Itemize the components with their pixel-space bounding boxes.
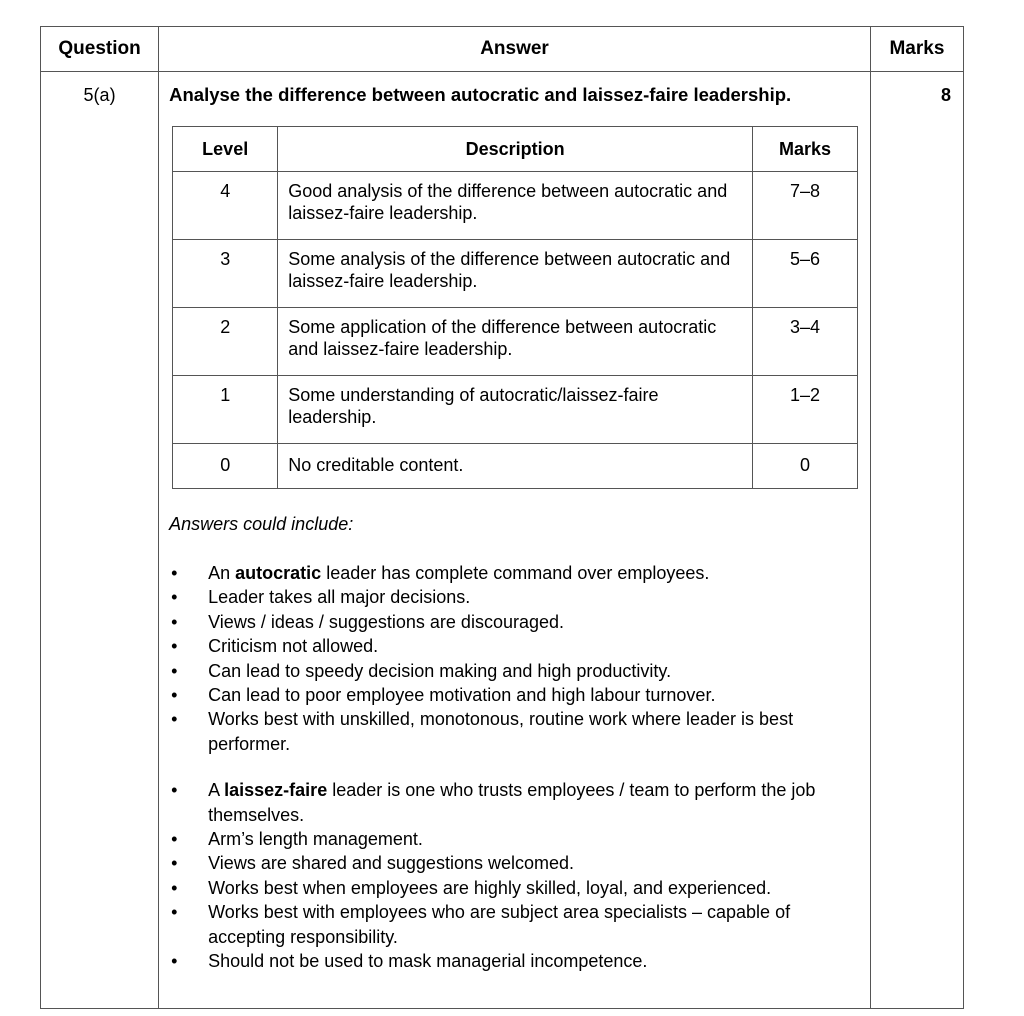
level-row — [173, 444, 858, 489]
bullet-text-pre: A — [208, 780, 225, 801]
question-row — [41, 72, 964, 1009]
level-marks-column-header: Marks — [752, 127, 857, 172]
question-title: Analyse the difference between autocratic and laissez-faire leadership. — [169, 84, 792, 105]
list-item: • Criticism not allowed. — [169, 634, 858, 658]
laissez-faire-bullet-list — [169, 778, 858, 973]
bullet-text-pre: An — [208, 563, 236, 583]
list-item: • Arm’s length management. — [169, 827, 858, 851]
mark-scheme-header-row — [41, 27, 964, 72]
list-item: • Should not be used to mask managerial incompetence. — [169, 949, 858, 973]
levels-header-row — [173, 127, 858, 172]
mark-scheme-table — [40, 26, 964, 1009]
level-value: 0 — [173, 444, 278, 489]
level-marks: 1–2 — [752, 376, 857, 444]
bullet-text-post: leader has complete command over employees. — [321, 563, 710, 583]
level-marks: 7–8 — [752, 172, 857, 240]
levels-table — [172, 126, 858, 489]
answer-cell — [159, 72, 871, 1009]
description-column-header: Description — [278, 127, 753, 172]
level-description: Some analysis of the difference between autocratic and laissez-faire leadership. — [278, 240, 753, 308]
answers-heading: Answers could include: — [169, 514, 354, 534]
level-description: No creditable content. — [278, 444, 753, 489]
list-item: • Works best with employees who are subject area specialists – capable of accepting responsibility. — [169, 900, 858, 949]
list-item: • Views are shared and suggestions welcomed. — [169, 851, 858, 875]
level-description: Some application of the difference between autocratic and laissez-faire leadership. — [278, 308, 753, 376]
level-description: Good analysis of the difference between autocratic and laissez-faire leadership. — [278, 172, 753, 240]
question-marks: 8 — [870, 72, 963, 1009]
level-marks: 3–4 — [752, 308, 857, 376]
bullet-text-bold: autocratic — [235, 563, 322, 583]
list-item: • Can lead to poor employee motivation and high labour turnover. — [169, 683, 858, 707]
marks-column-header: Marks — [870, 27, 963, 72]
level-row — [173, 240, 858, 308]
list-item: • Views / ideas / suggestions are discouraged. — [169, 610, 858, 634]
list-item: • Works best with unskilled, monotonous, routine work where leader is best performer. — [169, 707, 858, 756]
level-column-header: Level — [173, 127, 278, 172]
level-value: 3 — [173, 240, 278, 308]
level-value: 4 — [173, 172, 278, 240]
level-value: 1 — [173, 376, 278, 444]
bullet-text-post: leader is one who trusts employees / team to perform the job themselves. — [208, 780, 816, 825]
level-row — [173, 172, 858, 240]
list-item — [169, 778, 858, 827]
level-description: Some understanding of autocratic/laissez-faire leadership. — [278, 376, 753, 444]
level-value: 2 — [173, 308, 278, 376]
level-marks: 5–6 — [752, 240, 857, 308]
question-number: 5(a) — [41, 72, 159, 1009]
answer-column-header: Answer — [159, 27, 871, 72]
autocratic-bullet-list — [169, 561, 858, 756]
level-marks: 0 — [752, 444, 857, 489]
level-row — [173, 376, 858, 444]
list-item — [169, 561, 858, 585]
question-column-header: Question — [41, 27, 159, 72]
list-item: • Works best when employees are highly skilled, loyal, and experienced. — [169, 876, 858, 900]
list-item: • Can lead to speedy decision making and high productivity. — [169, 659, 858, 683]
level-row — [173, 308, 858, 376]
bullet-text-bold: laissez-faire — [224, 780, 328, 801]
list-item: • Leader takes all major decisions. — [169, 585, 858, 609]
